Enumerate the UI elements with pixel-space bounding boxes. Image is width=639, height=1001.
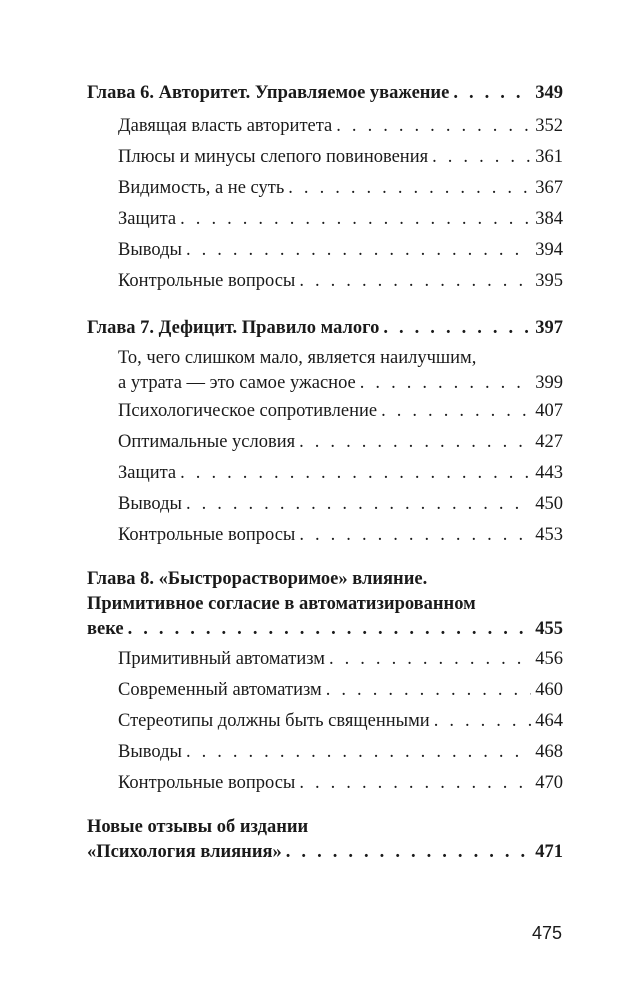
- toc-item-label: Защита: [118, 209, 177, 229]
- chapter-6-entry: [87, 78, 563, 109]
- toc-item-page: 399: [535, 373, 563, 393]
- leader-dots: [360, 371, 531, 396]
- toc-item-page: 394: [535, 240, 563, 260]
- toc-item: [87, 675, 563, 706]
- leader-dots: [299, 427, 531, 458]
- leader-dots: [186, 489, 531, 520]
- toc-item-page: 470: [535, 773, 563, 793]
- chapter-8-title-line2: Примитивное согласие в автоматизированном: [87, 594, 476, 614]
- toc-item-label: Давящая власть авторитета: [118, 116, 333, 136]
- toc-item: [87, 371, 563, 396]
- chapter-7-page: 397: [535, 318, 563, 338]
- toc-item: [87, 458, 563, 489]
- toc-item-label: Оптимальные условия: [118, 432, 296, 452]
- reviews-entry: [87, 840, 563, 865]
- leader-dots: [180, 204, 531, 235]
- leader-dots: [453, 78, 531, 109]
- leader-dots: [286, 840, 531, 865]
- chapter-7-entry: [87, 313, 563, 344]
- toc-item-label: Стереотипы должны быть священными: [118, 711, 430, 731]
- toc-item-page: 352: [535, 116, 563, 136]
- chapter-6-title: Глава 6. Авторитет. Управляемое уважение: [87, 83, 450, 103]
- chapter-6-page: 349: [535, 83, 563, 103]
- toc-item-page: 407: [535, 401, 563, 421]
- leader-dots: [434, 706, 532, 737]
- leader-dots: [186, 235, 531, 266]
- toc-item: [87, 768, 563, 799]
- leader-dots: [128, 617, 532, 642]
- toc-item-page: 427: [535, 432, 563, 452]
- toc-item-page: 464: [535, 711, 563, 731]
- toc-item-label: Выводы: [118, 742, 182, 762]
- leader-dots: [299, 768, 531, 799]
- toc-item: [87, 520, 563, 551]
- toc-item-label-line1: То, чего слишком мало, является наилучшим,: [118, 348, 477, 368]
- chapter-8-entry: [87, 617, 563, 642]
- chapter-8-title-line3: веке: [87, 619, 124, 639]
- leader-dots: [336, 111, 531, 142]
- toc-item-label: Контрольные вопросы: [118, 773, 296, 793]
- toc-item: [87, 266, 563, 297]
- toc-item-page: 361: [535, 147, 563, 167]
- toc-item: [87, 142, 563, 173]
- toc-item: [87, 235, 563, 266]
- toc-item-label: Видимость, а не суть: [118, 178, 285, 198]
- leader-dots: [383, 313, 531, 344]
- toc-item-page: 450: [535, 494, 563, 514]
- toc-item: [87, 644, 563, 675]
- chapter-8-title-line1: Глава 8. «Быстрорастворимое» влияние.: [87, 569, 428, 589]
- toc-item-label: Выводы: [118, 494, 182, 514]
- toc-item-label: Выводы: [118, 240, 182, 260]
- toc-item-label: Защита: [118, 463, 177, 483]
- toc-item-label: Контрольные вопросы: [118, 271, 296, 291]
- toc-item: [87, 489, 563, 520]
- leader-dots: [329, 644, 531, 675]
- leader-dots: [326, 675, 532, 706]
- chapter-7-title: Глава 7. Дефицит. Правило малого: [87, 318, 380, 338]
- toc-item: [87, 737, 563, 768]
- toc-item-label: Современный автоматизм: [118, 680, 322, 700]
- leader-dots: [288, 173, 531, 204]
- toc-item-page: 443: [535, 463, 563, 483]
- toc-item-page: 367: [535, 178, 563, 198]
- toc-item-label: Примитивный автоматизм: [118, 649, 325, 669]
- toc-item-label: Психологическое сопротивление: [118, 401, 378, 421]
- leader-dots: [299, 266, 531, 297]
- reviews-page: 471: [535, 842, 563, 862]
- toc-item-label: Плюсы и минусы слепого повиновения: [118, 147, 429, 167]
- toc-item-page: 460: [535, 680, 563, 700]
- toc-item-page: 468: [535, 742, 563, 762]
- chapter-8-page: 455: [535, 619, 563, 639]
- toc-item: [87, 427, 563, 458]
- toc-item: [87, 204, 563, 235]
- toc-item-page: 453: [535, 525, 563, 545]
- toc-item: [87, 706, 563, 737]
- reviews-title-line2: «Психология влияния»: [87, 842, 282, 862]
- leader-dots: [186, 737, 531, 768]
- leader-dots: [180, 458, 531, 489]
- toc-item-page: 395: [535, 271, 563, 291]
- toc-item-label-line2: а утрата — это самое ужасное: [118, 373, 356, 393]
- toc-item: [87, 111, 563, 142]
- toc-item-page: 384: [535, 209, 563, 229]
- leader-dots: [381, 396, 531, 427]
- toc-item-page: 456: [535, 649, 563, 669]
- page-number: 475: [531, 923, 562, 943]
- toc-item-label: Контрольные вопросы: [118, 525, 296, 545]
- leader-dots: [299, 520, 531, 551]
- leader-dots: [432, 142, 531, 173]
- toc-item: [87, 396, 563, 427]
- table-of-contents: [87, 78, 563, 865]
- toc-item: [87, 173, 563, 204]
- reviews-title-line1: Новые отзывы об издании: [87, 817, 309, 837]
